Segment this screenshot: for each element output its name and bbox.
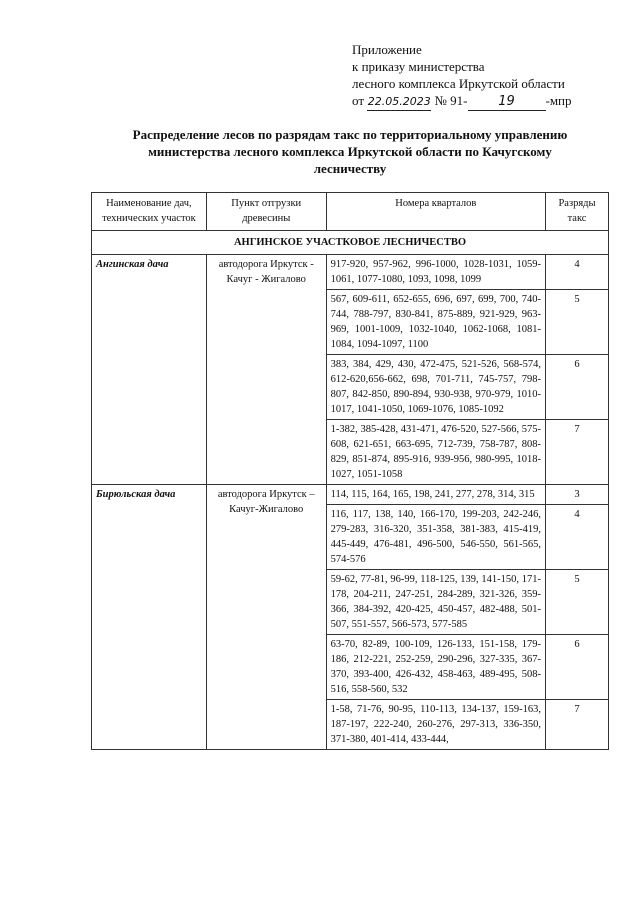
tax-rank: 4 — [546, 505, 609, 570]
tax-rank: 7 — [546, 700, 609, 750]
tax-rank: 5 — [546, 290, 609, 355]
title-line-3: лесничеству — [313, 161, 387, 176]
dacha-name: Бирюльская дача — [92, 485, 207, 750]
forest-rank-table — [91, 192, 609, 750]
document-title — [80, 126, 620, 177]
table-row — [92, 485, 609, 505]
header-dacha: Наименование дач, технических участок — [92, 193, 207, 231]
order-number-suffix: -мпр — [545, 93, 572, 108]
handwritten-date: 22.05.2023 — [367, 93, 431, 111]
appendix-ministry-line: лесного комплекса Иркутской области — [352, 76, 565, 91]
section-title: АНГИНСКОЕ УЧАСТКОВОЕ ЛЕСНИЧЕСТВО — [92, 231, 609, 255]
table-header-row — [92, 193, 609, 231]
quarter-numbers: 114, 115, 164, 165, 198, 241, 277, 278, 314, 315 — [326, 485, 545, 505]
header-quarters: Номера кварталов — [326, 193, 545, 231]
appendix-date-line — [352, 92, 572, 111]
table-row — [92, 255, 609, 290]
quarter-numbers: 567, 609-611, 652-655, 696, 697, 699, 700, 740-744, 788-797, 830-841, 875-889, 921-929, 963-969, 1001-1009, 1032-1040, 1062-1068, 1081-1084, 1094-1097, 1100 — [326, 290, 545, 355]
tax-rank: 5 — [546, 570, 609, 635]
section-row — [92, 231, 609, 255]
tax-rank: 7 — [546, 420, 609, 485]
quarter-numbers: 63-70, 82-89, 100-109, 126-133, 151-158, 179-186, 212-221, 252-259, 290-296, 327-335, 367-370, 393-400, 426-432, 458-463, 489-495, 508-516, 558-560, 532 — [326, 635, 545, 700]
title-line-2: министерства лесного комплекса Иркутской области по Качугскому — [148, 144, 552, 159]
dacha-name: Ангинская дача — [92, 255, 207, 485]
quarter-numbers: 116, 117, 138, 140, 166-170, 199-203, 242-246, 279-283, 316-320, 351-358, 381-383, 415-419, 445-449, 476-481, 496-500, 546-550, 561-565, 574-576 — [326, 505, 545, 570]
quarter-numbers: 917-920, 957-962, 996-1000, 1028-1031, 1059-1061, 1077-1080, 1093, 1098, 1099 — [326, 255, 545, 290]
quarter-numbers: 383, 384, 429, 430, 472-475, 521-526, 568-574, 612-620,656-662, 698, 701-711, 745-757, 798-807, 842-850, 890-894, 930-938, 970-979, 1010-1017, 1041-1050, 1069-1076, 1085-1092 — [326, 355, 545, 420]
quarter-numbers: 1-382, 385-428, 431-471, 476-520, 527-566, 575-608, 621-651, 663-695, 712-739, 758-787, 808-829, 851-874, 895-916, 939-956, 980-995, 1018-1027, 1051-1058 — [326, 420, 545, 485]
tax-rank: 6 — [546, 635, 609, 700]
order-number-prefix: № 91- — [434, 93, 468, 108]
tax-rank: 4 — [546, 255, 609, 290]
header-shipping-point: Пункт отгрузки древесины — [206, 193, 326, 231]
tax-rank: 6 — [546, 355, 609, 420]
quarter-numbers: 1-58, 71-76, 90-95, 110-113, 134-137, 159-163, 187-197, 222-240, 260-276, 297-313, 336-350, 371-380, 401-414, 433-444, — [326, 700, 545, 750]
title-line-1: Распределение лесов по разрядам такс по территориальному управлению — [132, 127, 568, 142]
appendix-order-line: к приказу министерства — [352, 59, 485, 74]
tax-rank: 3 — [546, 485, 609, 505]
appendix-label: Приложение — [352, 42, 422, 57]
quarter-numbers: 59-62, 77-81, 96-99, 118-125, 139, 141-150, 171-178, 204-211, 247-251, 284-289, 321-326, 359-366, 384-392, 420-425, 450-457, 482-488, 501-507, 551-557, 566-573, 577-585 — [326, 570, 545, 635]
date-prefix: от — [352, 93, 365, 108]
shipping-point: автодорога Иркутск – Качуг-Жигалово — [206, 485, 326, 750]
appendix-header — [352, 41, 572, 111]
handwritten-order-number: 19 — [468, 93, 546, 111]
shipping-point: автодорога Иркутск - Качуг - Жигалово — [206, 255, 326, 485]
header-tax-rank: Разряды такс — [546, 193, 609, 231]
